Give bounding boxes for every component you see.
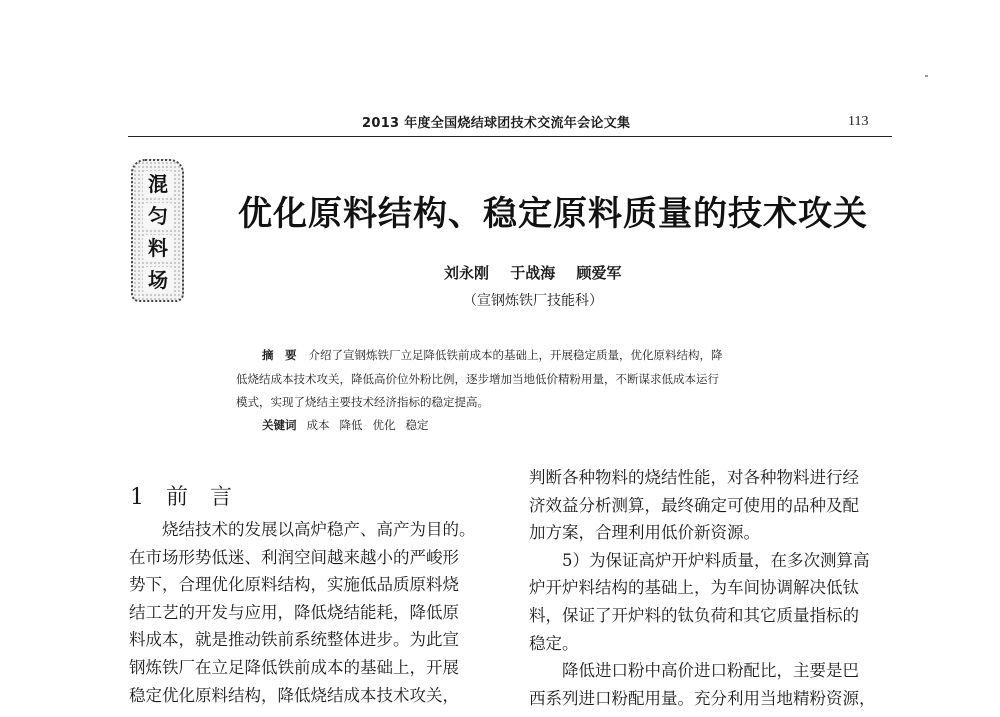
paper-title: 优化原料结构、稳定原料质量的技术攻关 <box>238 194 868 234</box>
body-line: 判断各种物料的烧结性能，对各种物料进行经 <box>529 468 859 487</box>
stamp-char: 匀 <box>143 203 173 229</box>
keyword: 降低 <box>339 418 363 432</box>
header-rule <box>128 136 892 137</box>
keywords-line <box>262 417 439 433</box>
section-title: 前言 <box>166 485 255 510</box>
section-stamp <box>131 159 184 302</box>
body-line: 西系列进口粉配用量。充分利用当地精粉资源， <box>529 688 876 708</box>
body-line: 稳定优化原料结构，降低烧结成本技术攻关， <box>129 685 459 705</box>
body-line: 料成本，就是推动铁前系统整体进步。为此宣 <box>129 630 459 650</box>
body-line: 稳定。 <box>529 633 579 653</box>
body-line: 钢炼铁厂在立足降低铁前成本的基础上，开展 <box>129 657 459 677</box>
author: 刘永刚 <box>444 264 490 282</box>
body-line: 势下，合理优化原料结构，实施低品质原料烧 <box>129 575 459 595</box>
abstract-line: 低烧结成本技术攻关，降低高价位外粉比例，逐步增加当地低价精粉用量，不断谋求低成本运行 <box>236 372 719 386</box>
section-heading <box>130 480 254 511</box>
body-line: 济效益分析测算，最终确定可使用的品种及配 <box>529 495 859 515</box>
section-number: 1 <box>130 485 144 510</box>
abstract-label: 摘 要 <box>262 348 297 362</box>
keywords-label: 关键词 <box>262 418 297 432</box>
affiliation: （宣钢炼铁厂技能科） <box>463 293 603 309</box>
body-line: 降低进口粉中高价进口粉配比，主要是巴 <box>529 661 859 681</box>
body-line: 在市场形势低迷、利润空间越来越小的严峻形 <box>129 547 459 567</box>
body-line: 烧结技术的发展以高炉稳产、高产为目的。 <box>129 520 476 539</box>
stamp-char: 料 <box>143 235 173 261</box>
scan-speck <box>925 75 928 77</box>
body-line: 加方案，合理利用低价新资源。 <box>529 523 760 543</box>
right-column <box>529 464 899 712</box>
body-line: 5）为保证高炉开炉料质量，在多次测算高 <box>529 550 870 570</box>
running-header-title: 2013 年度全国烧结球团技术交流年会论文集 <box>362 116 631 131</box>
stamp-char: 场 <box>143 267 173 293</box>
author-list <box>444 262 638 283</box>
abstract-text: 介绍了宣钢炼铁厂立足降低铁前成本的基础上，开展稳定质量，优化原料结构，降 <box>308 348 723 362</box>
abstract-line <box>262 347 723 363</box>
keyword: 稳定 <box>405 418 429 432</box>
stamp-char: 混 <box>143 171 173 197</box>
author: 顾爱军 <box>576 264 622 282</box>
keyword: 优化 <box>372 418 396 432</box>
abstract-line: 模式，实现了烧结主要技术经济指标的稳定提高。 <box>236 395 489 409</box>
keyword: 成本 <box>306 418 330 432</box>
body-line: 炉开炉料结构的基础上，为车间协调解决低钛 <box>529 578 859 598</box>
body-line: 结工艺的开发与应用，降低烧结能耗，降低原 <box>129 602 459 622</box>
body-line: 料，保证了开炉料的钛负荷和其它质量指标的 <box>529 605 859 625</box>
page-number: 113 <box>848 114 869 129</box>
left-column <box>129 516 499 709</box>
author: 于战海 <box>510 264 556 282</box>
